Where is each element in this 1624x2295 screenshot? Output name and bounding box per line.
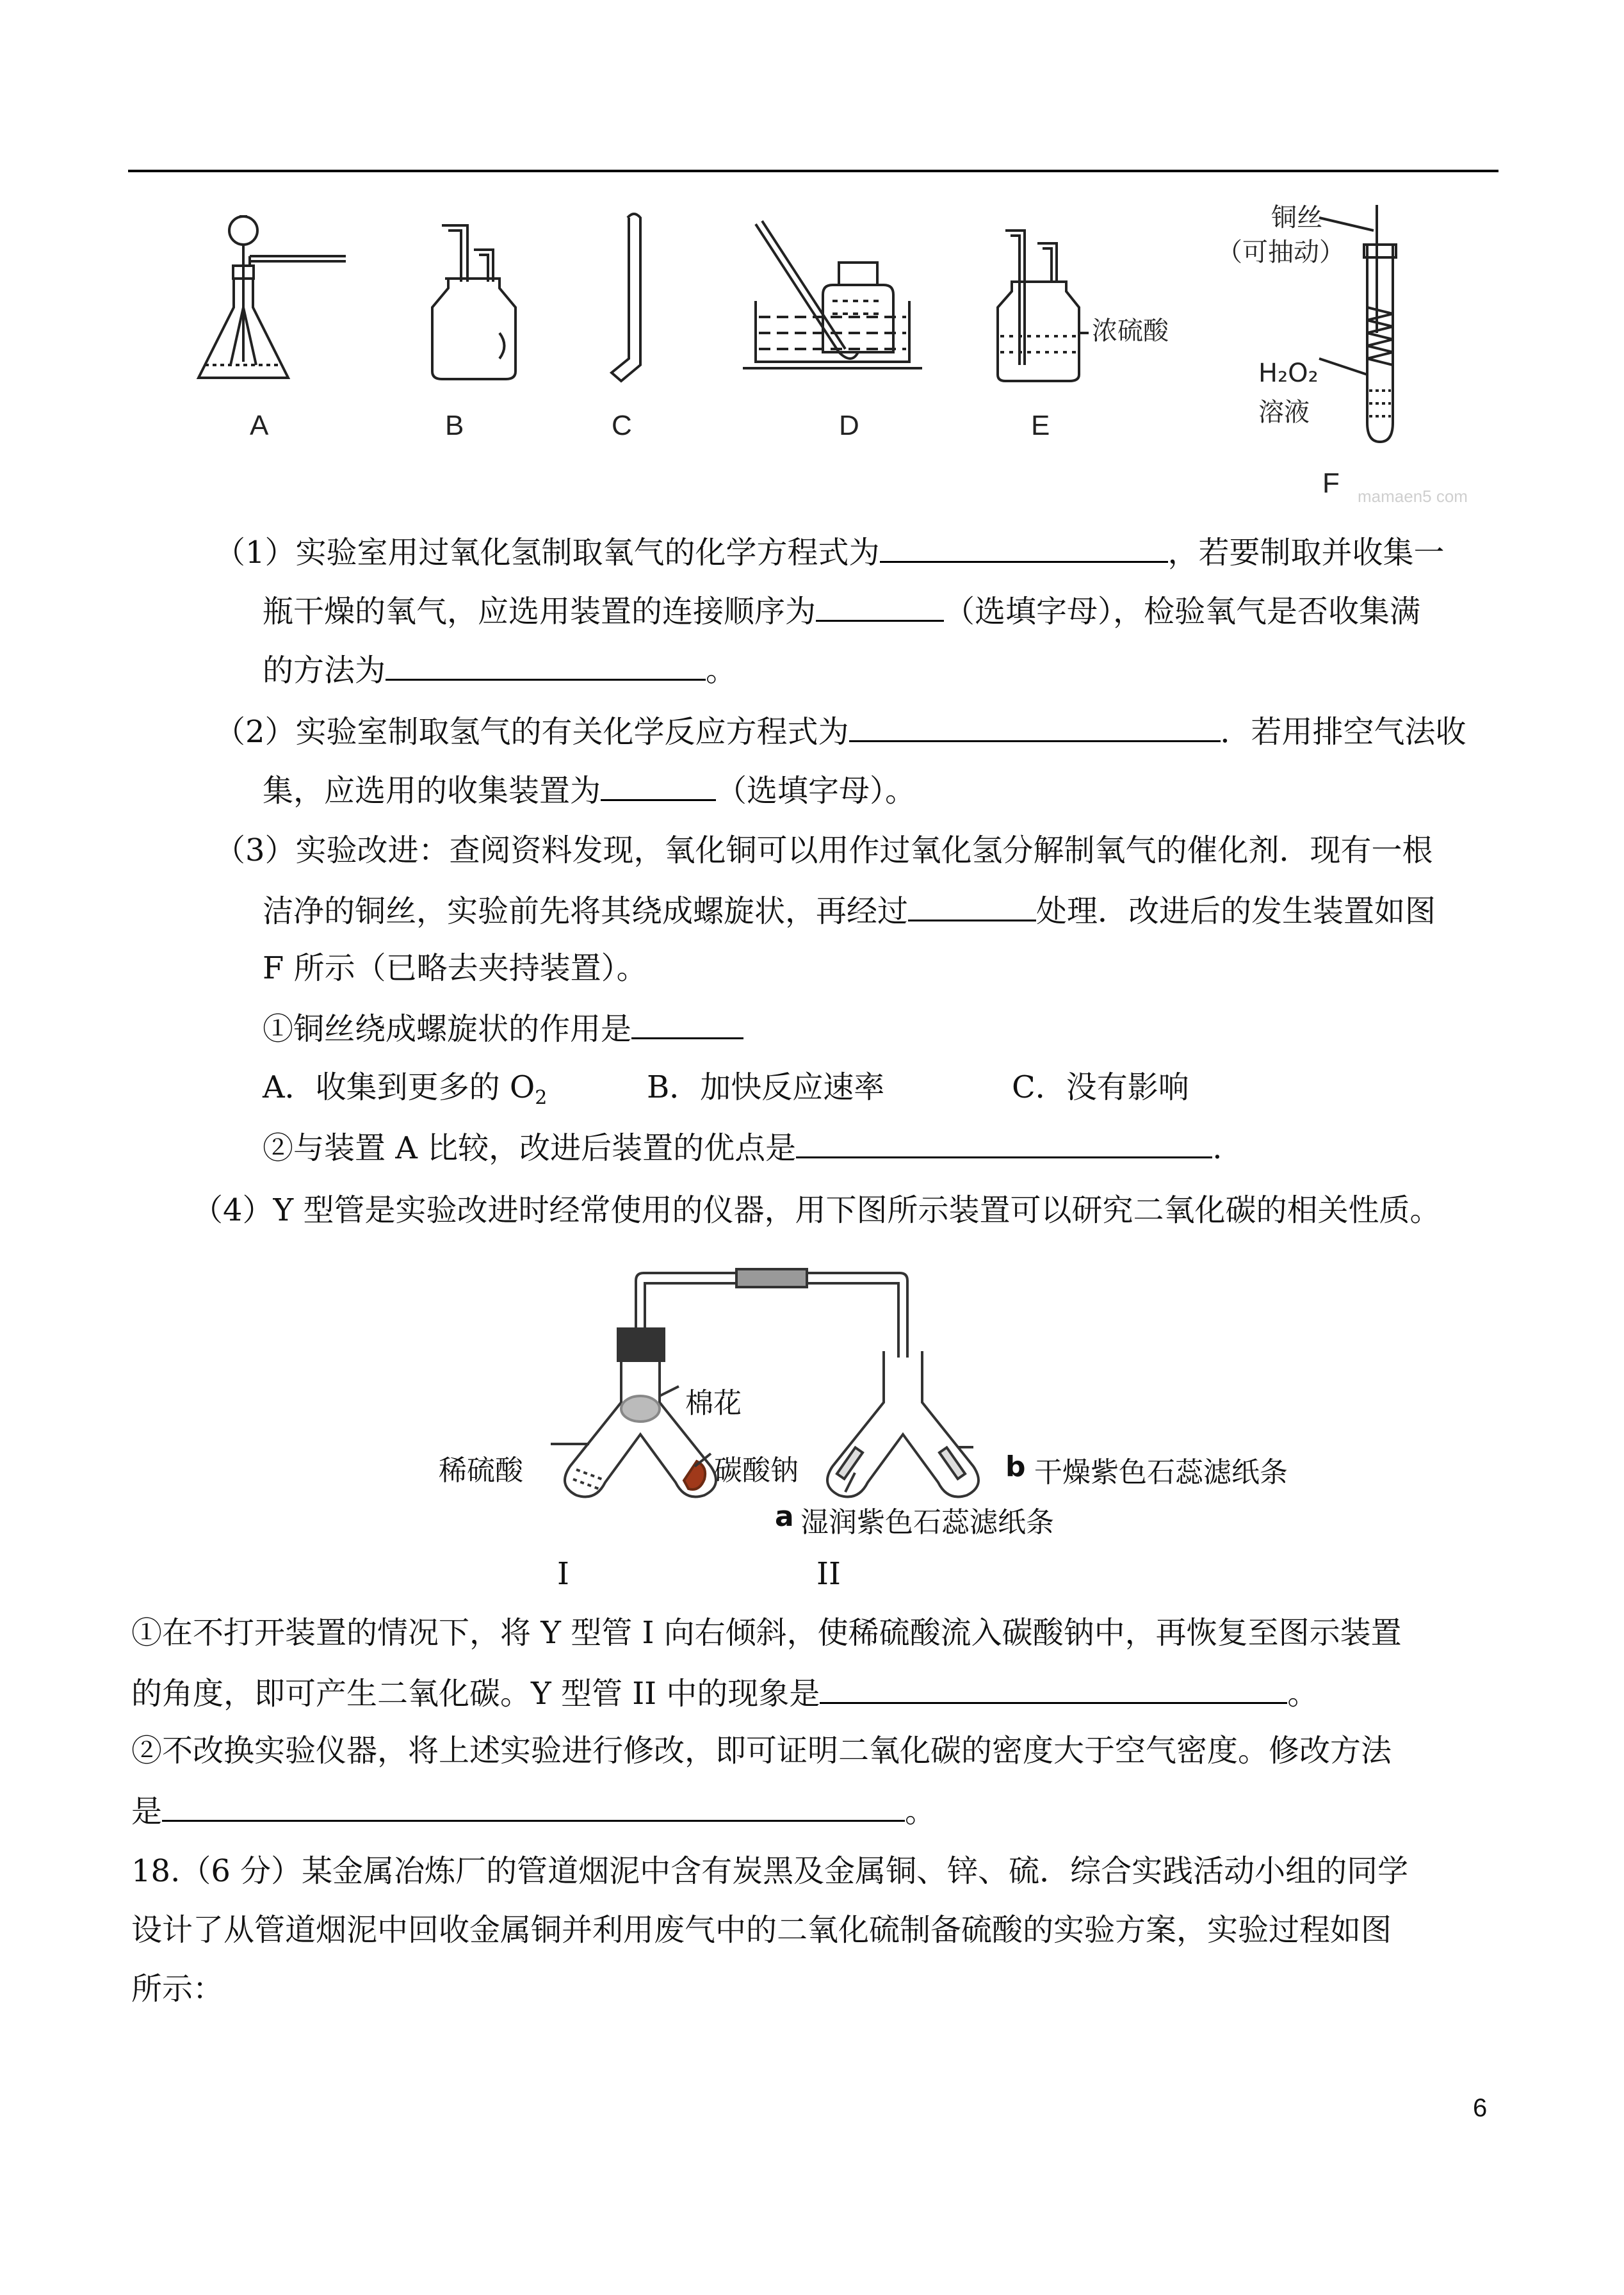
q4-p2-line-1 xyxy=(131,1731,1392,1770)
q3-sub1-text: ①铜丝绕成螺旋状的作用是 xyxy=(263,1011,632,1047)
apparatus-label-b: B xyxy=(445,410,464,441)
q4-p2-text-2b: 。 xyxy=(905,1794,936,1829)
q3-text-2a: 洁净的铜丝，实验前先将其绕成螺旋状，再经过 xyxy=(263,893,909,929)
apparatus-f-solution-formula: H₂O₂ xyxy=(1258,359,1319,388)
q1-text-2a: 瓶干燥的氧气，应选用装置的连接顺序为 xyxy=(263,594,816,629)
q3-line-3 xyxy=(263,949,647,987)
q4-p1-text-1: ①在不打开装置的情况下，将 Y 型管 I 向右倾斜，使稀硫酸流入碳酸钠中，再恢复至图示装置 xyxy=(131,1615,1402,1651)
apparatus-label-c: C xyxy=(612,410,632,441)
apparatus-label-a: A xyxy=(250,410,269,441)
q1-text-2b: （选填字母），检验氧气是否收集满 xyxy=(944,594,1421,629)
apparatus-b xyxy=(432,225,516,379)
q2-line-1 xyxy=(215,711,1466,751)
apparatus-f-solution-label: 溶液 xyxy=(1258,398,1310,427)
q3-option-a-subscript: 2 xyxy=(535,1087,548,1109)
q1-blank-equation[interactable] xyxy=(880,531,1168,563)
q18-line-1 xyxy=(131,1852,1408,1890)
q3-sub-1 xyxy=(263,1008,743,1048)
q4-intro xyxy=(192,1191,1441,1229)
q3-option-b-text: B．加快反应速率 xyxy=(647,1069,885,1105)
apparatus-c xyxy=(612,214,640,381)
q1-blank-order[interactable] xyxy=(816,590,944,622)
q3-blank-treatment[interactable] xyxy=(908,890,1036,921)
apparatus-f-wire-label: 铜丝 xyxy=(1271,203,1322,232)
y-tube-marker-a: a xyxy=(775,1500,794,1533)
q4-blank-phenomenon[interactable] xyxy=(820,1673,1287,1704)
q3-option-b xyxy=(647,1068,884,1107)
q3-sub2-text: ②与装置 A 比较，改进后装置的优点是 xyxy=(263,1130,797,1166)
y-tube-label-b: 干燥紫色石蕊滤纸条 xyxy=(1034,1456,1288,1489)
q4-p1-line-2 xyxy=(131,1673,1318,1713)
apparatus-e xyxy=(998,231,1089,381)
page-number: 6 xyxy=(1473,2094,1488,2122)
q1-text-1a: （1）实验室用过氧化氢制取氧气的化学方程式为 xyxy=(215,535,880,571)
q2-text-1b: ．若用排空气法收 xyxy=(1220,714,1466,750)
apparatus-label-d: D xyxy=(839,410,859,441)
q3-line-1 xyxy=(215,831,1433,870)
q18-text-2: 设计了从管道烟泥中回收金属铜并利用废气中的二氧化硫制备硫酸的实验方案，实验过程如图 xyxy=(131,1912,1392,1948)
y-tube-label-i: I xyxy=(557,1556,569,1592)
q3-blank-spiral-purpose[interactable] xyxy=(631,1008,743,1039)
apparatus-a xyxy=(199,216,346,378)
q3-blank-advantage[interactable] xyxy=(796,1127,1212,1158)
q2-text-2a: 集，应选用的收集装置为 xyxy=(263,773,601,809)
q1-blank-method[interactable] xyxy=(386,649,706,681)
q3-sub2-end: . xyxy=(1212,1130,1222,1166)
header-rule xyxy=(128,170,1498,172)
q18-text-1: 18.（6 分）某金属冶炼厂的管道烟泥中含有炭黑及金属铜、锌、硫．综合实践活动小组的同学 xyxy=(131,1853,1409,1889)
q18-line-3 xyxy=(131,1970,223,2008)
q4-blank-modification[interactable] xyxy=(162,1790,905,1822)
y-tube-label-ii: II xyxy=(816,1556,841,1592)
q4-p1-text-2b: 。 xyxy=(1287,1676,1319,1712)
q1-line-1 xyxy=(215,531,1445,572)
q3-option-c xyxy=(1012,1068,1189,1107)
apparatus-e-acid-label: 浓硫酸 xyxy=(1092,316,1169,346)
q3-option-a xyxy=(263,1068,547,1117)
q2-blank-equation[interactable] xyxy=(849,711,1221,742)
q4-p2-line-2 xyxy=(131,1790,936,1831)
apparatus-f-wire-note: （可抽动） xyxy=(1217,238,1345,267)
q4-intro-text: （4）Y 型管是实验改进时经常使用的仪器，用下图所示装置可以研究二氧化碳的相关性质。 xyxy=(192,1192,1441,1228)
q1-line-2 xyxy=(263,590,1420,631)
q2-blank-device[interactable] xyxy=(601,770,716,801)
y-tube-label-cotton: 棉花 xyxy=(685,1387,742,1420)
q2-line-2 xyxy=(263,770,916,810)
q4-p1-text-2a: 的角度，即可产生二氧化碳。Y 型管 II 中的现象是 xyxy=(131,1676,820,1712)
y-tube-marker-b: b xyxy=(1005,1450,1026,1483)
q4-p1-line-1 xyxy=(131,1614,1402,1652)
q1-text-3b: 。 xyxy=(706,653,737,688)
q3-text-1: （3）实验改进：查阅资料发现，氧化铜可以用作过氧化氢分解制氧气的催化剂．现有一根 xyxy=(215,832,1433,868)
q1-line-3 xyxy=(263,649,736,690)
apparatus-d xyxy=(743,221,922,368)
y-tube-label-carbonate: 碳酸钠 xyxy=(714,1454,799,1487)
q18-line-2 xyxy=(131,1911,1392,1949)
q3-text-3: F 所示（已略去夹持装置）。 xyxy=(263,950,647,986)
apparatus-label-f: F xyxy=(1322,467,1340,499)
q3-option-c-text: C．没有影响 xyxy=(1012,1069,1189,1105)
apparatus-label-e: E xyxy=(1031,410,1050,441)
q4-p2-text-2a: 是 xyxy=(131,1794,163,1829)
q2-text-1a: （2）实验室制取氢气的有关化学反应方程式为 xyxy=(215,714,849,750)
q3-line-2 xyxy=(263,890,1436,930)
q2-text-2b: （选填字母）。 xyxy=(716,773,916,809)
q1-text-1b: ，若要制取并收集一 xyxy=(1167,535,1445,571)
q3-option-a-text: A．收集到更多的 O xyxy=(263,1069,535,1105)
watermark: mamaen5 com xyxy=(1358,487,1468,506)
q3-text-2b: 处理．改进后的发生装置如图 xyxy=(1036,893,1436,929)
y-tube-label-a: 湿润紫色石蕊滤纸条 xyxy=(800,1506,1054,1539)
q3-sub-2 xyxy=(263,1127,1222,1167)
y-tube-label-acid: 稀硫酸 xyxy=(439,1454,523,1487)
q18-text-3: 所示： xyxy=(131,1971,224,2007)
q4-p2-text-1: ②不改换实验仪器，将上述实验进行修改，即可证明二氧化碳的密度大于空气密度。修改方法 xyxy=(131,1733,1392,1769)
q1-text-3a: 的方法为 xyxy=(263,653,386,688)
